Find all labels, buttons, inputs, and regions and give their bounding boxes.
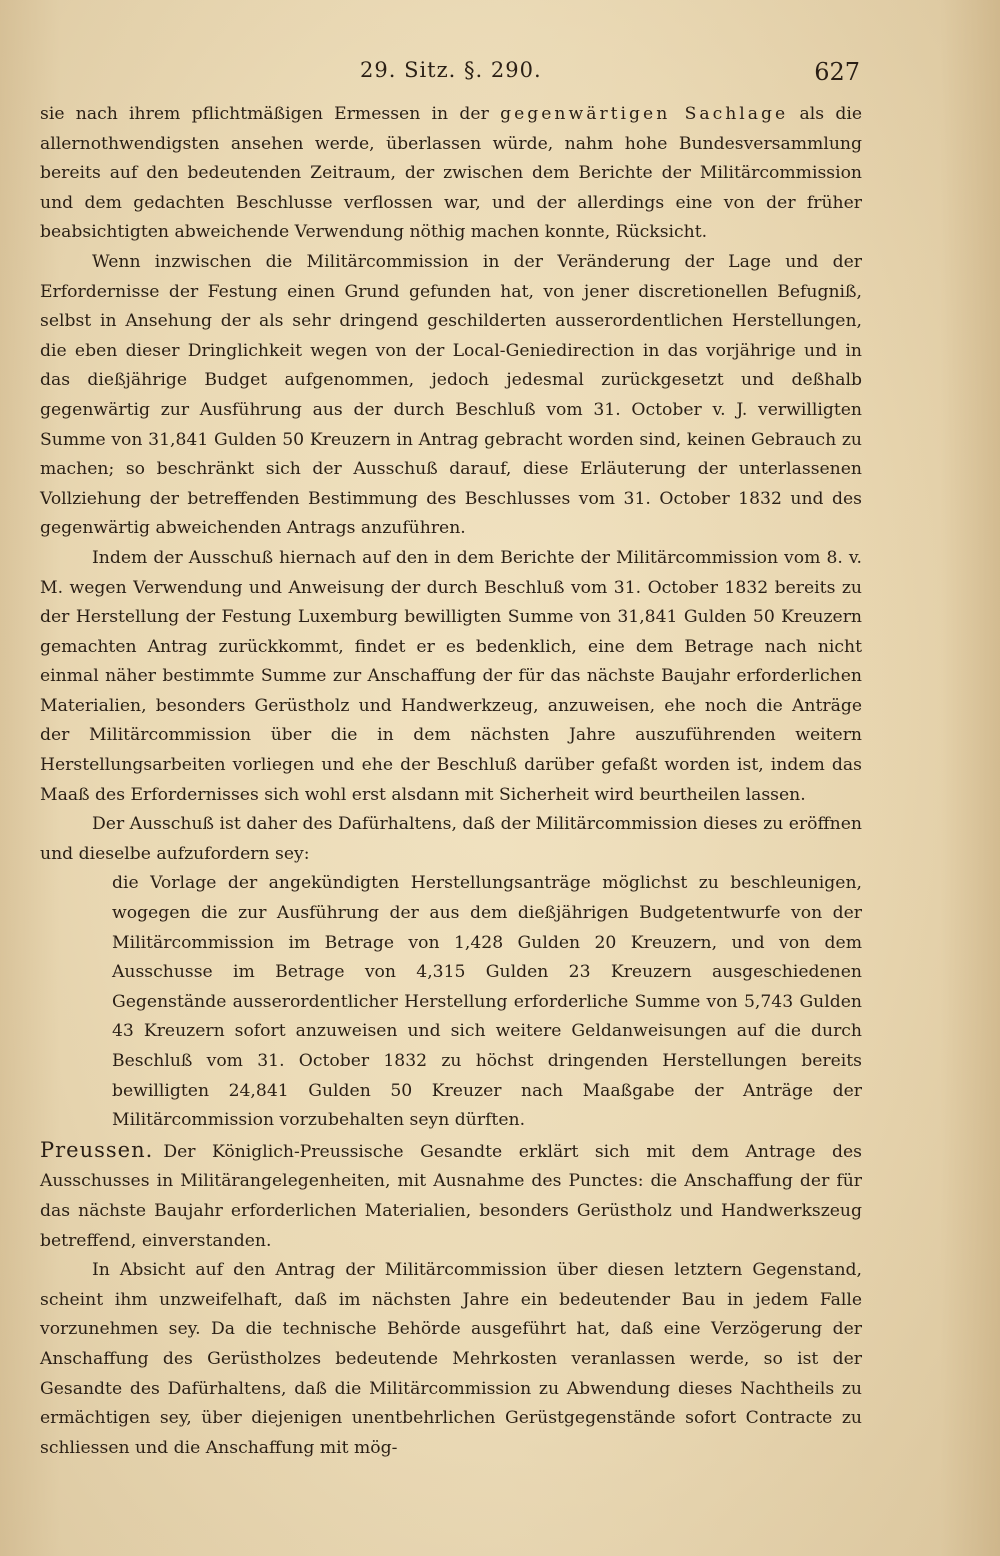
running-head [40,58,860,92]
paragraph-2: Wenn inzwischen die Militärcommission in der Veränderung der Lage und der Erfordernisse der Festung einen Grund gefunden hat, von jener discretionellen Befugniß, selbst in Ansehung der als sehr dringend geschilderten ausserordentlichen Herstellungen, die eben dieser Dringlichkeit wegen von der Local-Geniedirection in das vorjährige und in das dießjährige Budget aufgenommen, jedoch jedesmal zurückgesetzt und deßhalb gegenwärtig zur Ausführung aus der durch Beschluß vom 31. October v. J. verwilligten Summe von 31,841 Gulden 50 Kreuzern in Antrag gebracht worden sind, keinen Gebrauch zu machen; so beschränkt sich der Ausschuß darauf, diese Erläuterung der unterlassenen Vollziehung der betreffenden Bestimmung des Beschlusses vom 31. October 1832 und des gegenwärtig abweichenden Antrags anzuführen. [40,251,862,539]
page-number: 627 [814,58,860,86]
prussia-statement: Der Königlich-Preussische Gesandte erklärt sich mit dem Antrage des Ausschusses in Militärangelegenheiten, mit Ausnahme des Punctes: die Anschaffung der für das nächste Baujahr erforderlichen Materialien, besonders Gerüstholz und Handwerkszeug betreffend, einverstanden. [40,1141,862,1251]
paragraph-1-end: als die allernothwendigsten ansehen werde, überlassen würde, nahm hohe Bundesversammlung bereits auf den bedeutenden Zeitraum, der zwischen dem Berichte der Militärcommission und dem gedachten Beschlusse verflossen war, und der allerdings eine von der früher beabsichtigten abweichende Verwendung nöthig machen konnte, Rücksicht. [40,104,862,243]
body-text [40,100,862,1463]
paragraph-prussia [40,1136,862,1256]
paragraph-7: In Absicht auf den Antrag der Militärcommission über diesen letztern Gegenstand, scheint ihm unzweifelhaft, daß im nächsten Jahre ein bedeutender Bau in jedem Falle vorzunehmen sey. Da die technische Behörde ausgeführt hat, daß eine Verzögerung der Anschaffung des Gerüstholzes bedeutende Mehrkosten veranlassen werde, so ist der Gesandte des Dafürhaltens, daß die Militärcommission zu Abwendung dieses Nachtheils zu ermächtigen sey, über diejenigen unentbehrlichen Gerüstgegenstände sofort Contracte zu schliessen und die Anschaffung mit mög- [40,1260,862,1458]
paragraph-3: Indem der Ausschuß hiernach auf den in dem Berichte der Militärcommission vom 8. v. M. wegen Verwendung und Anweisung der durch Beschluß vom 31. October 1832 bereits zu der Herstellung der Festung Luxemburg bewilligten Summe von 31,841 Gulden 50 Kreuzern gemachten Antrag zurückkommt, findet er es bedenklich, eine dem Betrage nach nicht einmal näher bestimmte Summe zur Anschaffung der für das nächste Baujahr erforderlichen Materialien, besonders Gerüstholz und Handwerkzeug, anzuweisen, ehe noch die Anträge der Militärcommission über die in dem nächsten Jahre auszuführenden weitern Herstellungsarbeiten vorliegen und ehe der Beschluß darüber gefaßt worden ist, indem das Maaß des Erfordernisses sich wohl erst alsdann mit Sicherheit wird beurtheilen lassen. [40,547,862,805]
paragraph-1 [40,100,862,248]
paragraph-4: Der Ausschuß ist daher des Dafürhaltens, daß der Militärcommission dieses zu eröffnen und dieselbe aufzufordern sey: [40,814,862,864]
section-reference: 29. Sitz. §. 290. [360,58,542,82]
spaced-emphasis: gegenwärtigen Sachlage [500,104,789,124]
paragraph-1-start: sie nach ihrem pflichtmäßigen Ermessen in der [40,104,501,124]
speaker-prussia: Preussen. [40,1137,154,1162]
proposal-block: die Vorlage der angekündigten Herstellungsanträge möglichst zu beschleunigen, wogegen die zur Ausführung der aus dem dießjährigen Budgetentwurfe von der Militärcommission im Betrage von 1,428 Gulden 20 Kreuzern, und von dem Ausschusse im Betrage von 4,315 Gulden 23 Kreuzern ausgeschiedenen Gegenstände ausserordentlicher Herstellung erforderliche Summe von 5,743 Gulden 43 Kreuzern sofort anzuweisen und sich weitere Geldanweisungen auf die durch Beschluß vom 31. October 1832 zu höchst dringenden Herstellungen bereits bewilligten 24,841 Gulden 50 Kreuzer nach Maaßgabe der Anträge der Militärcommission vorzubehalten seyn dürften. [112,873,862,1131]
